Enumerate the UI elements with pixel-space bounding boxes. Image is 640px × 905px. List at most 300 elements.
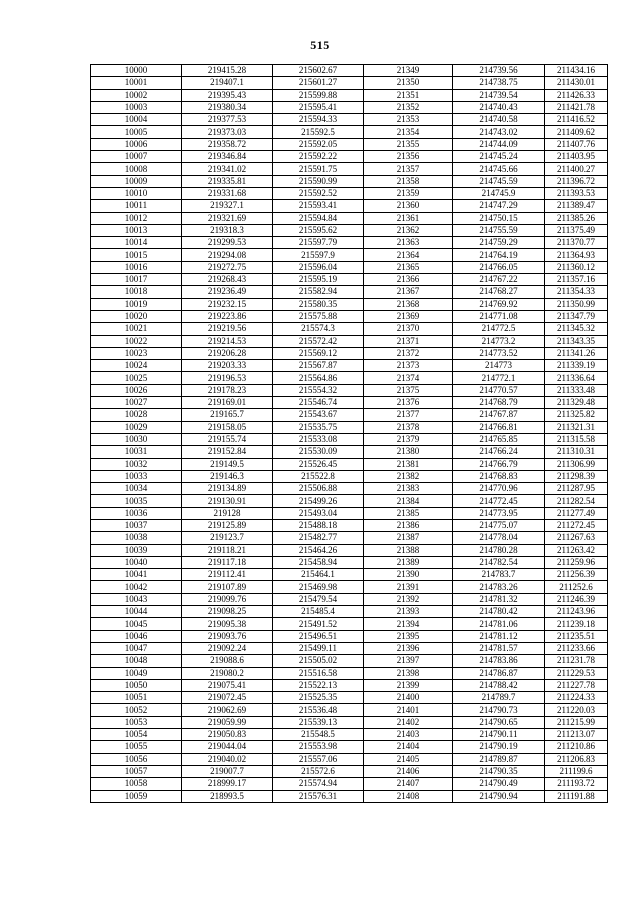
cell-x-left: 219321.69 xyxy=(182,212,273,224)
cell-y-left: 215592.05 xyxy=(273,138,364,150)
cell-y-left: 215595.19 xyxy=(273,274,364,286)
cell-y-left: 215543.67 xyxy=(273,409,364,421)
cell-y-left: 215597.79 xyxy=(273,237,364,249)
cell-x-left: 219223.86 xyxy=(182,310,273,322)
cell-y-right: 211336.64 xyxy=(545,372,608,384)
cell-point-id-right: 21408 xyxy=(364,790,453,802)
cell-point-id-left: 10029 xyxy=(91,421,182,433)
cell-y-right: 211267.63 xyxy=(545,532,608,544)
cell-point-id-right: 21352 xyxy=(364,101,453,113)
cell-point-id-left: 10024 xyxy=(91,360,182,372)
cell-point-id-right: 21370 xyxy=(364,323,453,335)
cell-x-right: 214739.54 xyxy=(453,89,545,101)
cell-y-right: 211426.33 xyxy=(545,89,608,101)
cell-x-right: 214781.57 xyxy=(453,642,545,654)
cell-point-id-right: 21404 xyxy=(364,741,453,753)
table-row xyxy=(91,409,608,421)
table-row xyxy=(91,187,608,199)
cell-x-right: 214771.08 xyxy=(453,310,545,322)
cell-point-id-left: 10046 xyxy=(91,630,182,642)
cell-y-right: 211354.33 xyxy=(545,286,608,298)
table-row xyxy=(91,421,608,433)
cell-point-id-left: 10059 xyxy=(91,790,182,802)
cell-y-right: 211272.45 xyxy=(545,519,608,531)
cell-point-id-left: 10034 xyxy=(91,483,182,495)
cell-y-left: 215590.99 xyxy=(273,175,364,187)
cell-y-right: 211339.19 xyxy=(545,360,608,372)
table-row xyxy=(91,716,608,728)
cell-x-right: 214770.57 xyxy=(453,384,545,396)
cell-y-right: 211385.26 xyxy=(545,212,608,224)
cell-point-id-left: 10009 xyxy=(91,175,182,187)
cell-x-right: 214769.92 xyxy=(453,298,545,310)
table-row xyxy=(91,507,608,519)
cell-y-right: 211213.07 xyxy=(545,729,608,741)
cell-y-right: 211224.33 xyxy=(545,692,608,704)
table-row xyxy=(91,470,608,482)
cell-x-left: 219331.68 xyxy=(182,187,273,199)
cell-y-left: 215599.88 xyxy=(273,89,364,101)
cell-x-left: 219107.89 xyxy=(182,581,273,593)
cell-y-right: 211191.88 xyxy=(545,790,608,802)
cell-x-right: 214766.79 xyxy=(453,458,545,470)
cell-point-id-left: 10027 xyxy=(91,397,182,409)
cell-x-right: 214782.54 xyxy=(453,556,545,568)
cell-point-id-left: 10041 xyxy=(91,569,182,581)
cell-x-right: 214789.7 xyxy=(453,692,545,704)
cell-point-id-right: 21384 xyxy=(364,495,453,507)
cell-y-left: 215526.45 xyxy=(273,458,364,470)
cell-y-right: 211357.16 xyxy=(545,274,608,286)
cell-y-right: 211403.95 xyxy=(545,151,608,163)
cell-point-id-left: 10055 xyxy=(91,741,182,753)
cell-point-id-right: 21405 xyxy=(364,753,453,765)
table-row xyxy=(91,532,608,544)
table-row xyxy=(91,790,608,802)
cell-point-id-right: 21369 xyxy=(364,310,453,322)
cell-point-id-right: 21372 xyxy=(364,347,453,359)
cell-x-left: 218999.17 xyxy=(182,778,273,790)
cell-x-right: 214766.05 xyxy=(453,261,545,273)
cell-y-left: 215525.35 xyxy=(273,692,364,704)
table-row xyxy=(91,114,608,126)
cell-x-left: 219294.08 xyxy=(182,249,273,261)
cell-y-left: 215557.06 xyxy=(273,753,364,765)
cell-y-right: 211235.51 xyxy=(545,630,608,642)
cell-x-left: 219125.89 xyxy=(182,519,273,531)
page-number: 515 xyxy=(310,38,330,52)
cell-point-id-right: 21356 xyxy=(364,151,453,163)
table-row xyxy=(91,483,608,495)
table-row xyxy=(91,200,608,212)
cell-x-right: 214781.12 xyxy=(453,630,545,642)
cell-point-id-right: 21382 xyxy=(364,470,453,482)
cell-x-right: 214773.2 xyxy=(453,335,545,347)
cell-x-right: 214744.09 xyxy=(453,138,545,150)
cell-y-left: 215505.02 xyxy=(273,655,364,667)
cell-x-right: 214740.58 xyxy=(453,114,545,126)
cell-point-id-right: 21361 xyxy=(364,212,453,224)
table-row xyxy=(91,606,608,618)
cell-y-left: 215522.8 xyxy=(273,470,364,482)
cell-y-left: 215593.41 xyxy=(273,200,364,212)
cell-point-id-left: 10020 xyxy=(91,310,182,322)
cell-point-id-right: 21402 xyxy=(364,716,453,728)
cell-x-left: 219146.3 xyxy=(182,470,273,482)
cell-point-id-right: 21400 xyxy=(364,692,453,704)
cell-point-id-left: 10023 xyxy=(91,347,182,359)
cell-x-left: 219196.53 xyxy=(182,372,273,384)
table-row xyxy=(91,101,608,113)
cell-y-right: 211396.72 xyxy=(545,175,608,187)
cell-point-id-left: 10017 xyxy=(91,274,182,286)
cell-y-left: 215491.52 xyxy=(273,618,364,630)
cell-y-left: 215572.6 xyxy=(273,765,364,777)
cell-point-id-right: 21358 xyxy=(364,175,453,187)
cell-x-left: 219158.05 xyxy=(182,421,273,433)
cell-point-id-left: 10052 xyxy=(91,704,182,716)
cell-x-right: 214789.87 xyxy=(453,753,545,765)
cell-x-left: 219044.04 xyxy=(182,741,273,753)
cell-point-id-right: 21355 xyxy=(364,138,453,150)
cell-x-right: 214745.66 xyxy=(453,163,545,175)
cell-y-left: 215479.54 xyxy=(273,593,364,605)
cell-x-left: 219099.76 xyxy=(182,593,273,605)
table-row xyxy=(91,581,608,593)
cell-y-left: 215522.13 xyxy=(273,679,364,691)
cell-y-left: 215499.26 xyxy=(273,495,364,507)
cell-y-right: 211215.99 xyxy=(545,716,608,728)
cell-x-left: 219272.75 xyxy=(182,261,273,273)
table-row xyxy=(91,446,608,458)
cell-y-left: 215469.98 xyxy=(273,581,364,593)
cell-x-left: 219318.3 xyxy=(182,224,273,236)
cell-point-id-right: 21387 xyxy=(364,532,453,544)
cell-point-id-right: 21386 xyxy=(364,519,453,531)
cell-x-left: 219377.53 xyxy=(182,114,273,126)
cell-x-right: 214768.83 xyxy=(453,470,545,482)
cell-x-right: 214781.06 xyxy=(453,618,545,630)
table-row xyxy=(91,618,608,630)
table-row xyxy=(91,397,608,409)
cell-point-id-right: 21383 xyxy=(364,483,453,495)
cell-y-left: 215595.62 xyxy=(273,224,364,236)
cell-y-left: 215572.42 xyxy=(273,335,364,347)
cell-x-left: 219050.83 xyxy=(182,729,273,741)
table-row xyxy=(91,212,608,224)
cell-point-id-left: 10026 xyxy=(91,384,182,396)
coordinates-table-body xyxy=(91,65,608,803)
cell-x-left: 219268.43 xyxy=(182,274,273,286)
cell-point-id-right: 21376 xyxy=(364,397,453,409)
cell-x-left: 219040.02 xyxy=(182,753,273,765)
cell-y-right: 211341.26 xyxy=(545,347,608,359)
cell-point-id-right: 21396 xyxy=(364,642,453,654)
cell-y-left: 215539.13 xyxy=(273,716,364,728)
cell-y-left: 215554.32 xyxy=(273,384,364,396)
cell-y-left: 215567.87 xyxy=(273,360,364,372)
table-row xyxy=(91,667,608,679)
cell-point-id-right: 21351 xyxy=(364,89,453,101)
cell-y-left: 215496.51 xyxy=(273,630,364,642)
cell-x-left: 219380.34 xyxy=(182,101,273,113)
cell-x-left: 219335.81 xyxy=(182,175,273,187)
cell-x-right: 214740.43 xyxy=(453,101,545,113)
cell-point-id-right: 21368 xyxy=(364,298,453,310)
cell-point-id-left: 10011 xyxy=(91,200,182,212)
cell-point-id-left: 10010 xyxy=(91,187,182,199)
cell-y-left: 215576.31 xyxy=(273,790,364,802)
cell-point-id-right: 21353 xyxy=(364,114,453,126)
table-row xyxy=(91,458,608,470)
table-row xyxy=(91,569,608,581)
cell-point-id-right: 21373 xyxy=(364,360,453,372)
cell-x-right: 214772.1 xyxy=(453,372,545,384)
cell-x-right: 214790.94 xyxy=(453,790,545,802)
cell-x-left: 219346.84 xyxy=(182,151,273,163)
table-row xyxy=(91,519,608,531)
cell-point-id-right: 21366 xyxy=(364,274,453,286)
cell-y-right: 211329.48 xyxy=(545,397,608,409)
cell-x-left: 219407.1 xyxy=(182,77,273,89)
table-row xyxy=(91,729,608,741)
cell-point-id-left: 10025 xyxy=(91,372,182,384)
table-row xyxy=(91,126,608,138)
cell-y-left: 215535.75 xyxy=(273,421,364,433)
cell-y-left: 215569.12 xyxy=(273,347,364,359)
cell-y-right: 211347.79 xyxy=(545,310,608,322)
cell-x-right: 214780.28 xyxy=(453,544,545,556)
cell-y-right: 211321.31 xyxy=(545,421,608,433)
cell-x-right: 214790.35 xyxy=(453,765,545,777)
table-row xyxy=(91,77,608,89)
cell-x-left: 219203.33 xyxy=(182,360,273,372)
cell-y-left: 215516.58 xyxy=(273,667,364,679)
table-row xyxy=(91,544,608,556)
cell-x-right: 214759.29 xyxy=(453,237,545,249)
cell-y-left: 215594.84 xyxy=(273,212,364,224)
cell-y-right: 211310.31 xyxy=(545,446,608,458)
cell-x-left: 219118.21 xyxy=(182,544,273,556)
table-row xyxy=(91,261,608,273)
cell-x-left: 218993.5 xyxy=(182,790,273,802)
cell-x-right: 214766.24 xyxy=(453,446,545,458)
cell-point-id-left: 10015 xyxy=(91,249,182,261)
cell-y-left: 215506.88 xyxy=(273,483,364,495)
cell-point-id-right: 21393 xyxy=(364,606,453,618)
cell-x-right: 214768.79 xyxy=(453,397,545,409)
cell-x-left: 219080.2 xyxy=(182,667,273,679)
cell-point-id-right: 21362 xyxy=(364,224,453,236)
cell-y-right: 211227.78 xyxy=(545,679,608,691)
cell-x-left: 219415.28 xyxy=(182,65,273,77)
cell-y-left: 215548.5 xyxy=(273,729,364,741)
cell-x-right: 214783.26 xyxy=(453,581,545,593)
cell-y-right: 211246.39 xyxy=(545,593,608,605)
cell-y-right: 211263.42 xyxy=(545,544,608,556)
table-row xyxy=(91,323,608,335)
table-row xyxy=(91,679,608,691)
cell-point-id-right: 21403 xyxy=(364,729,453,741)
cell-point-id-right: 21365 xyxy=(364,261,453,273)
cell-y-left: 215499.11 xyxy=(273,642,364,654)
cell-x-right: 214764.19 xyxy=(453,249,545,261)
table-row xyxy=(91,704,608,716)
cell-point-id-right: 21349 xyxy=(364,65,453,77)
cell-point-id-right: 21367 xyxy=(364,286,453,298)
cell-x-left: 219206.28 xyxy=(182,347,273,359)
cell-y-left: 215601.27 xyxy=(273,77,364,89)
cell-point-id-left: 10045 xyxy=(91,618,182,630)
table-row xyxy=(91,151,608,163)
cell-y-right: 211233.66 xyxy=(545,642,608,654)
cell-point-id-right: 21397 xyxy=(364,655,453,667)
cell-x-right: 214790.65 xyxy=(453,716,545,728)
cell-y-left: 215597.9 xyxy=(273,249,364,261)
cell-y-left: 215596.04 xyxy=(273,261,364,273)
cell-y-right: 211256.39 xyxy=(545,569,608,581)
cell-y-right: 211409.62 xyxy=(545,126,608,138)
cell-y-left: 215564.86 xyxy=(273,372,364,384)
cell-y-right: 211375.49 xyxy=(545,224,608,236)
cell-y-right: 211389.47 xyxy=(545,200,608,212)
cell-x-left: 219395.43 xyxy=(182,89,273,101)
cell-x-right: 214783.7 xyxy=(453,569,545,581)
cell-point-id-left: 10042 xyxy=(91,581,182,593)
cell-y-right: 211199.6 xyxy=(545,765,608,777)
cell-x-left: 219341.02 xyxy=(182,163,273,175)
table-row xyxy=(91,765,608,777)
cell-x-left: 219214.53 xyxy=(182,335,273,347)
cell-x-left: 219134.89 xyxy=(182,483,273,495)
cell-x-right: 214766.81 xyxy=(453,421,545,433)
cell-x-right: 214773 xyxy=(453,360,545,372)
table-row xyxy=(91,237,608,249)
cell-y-left: 215574.3 xyxy=(273,323,364,335)
cell-y-left: 215575.88 xyxy=(273,310,364,322)
table-row xyxy=(91,692,608,704)
cell-y-right: 211370.77 xyxy=(545,237,608,249)
table-row xyxy=(91,274,608,286)
cell-point-id-left: 10002 xyxy=(91,89,182,101)
cell-y-left: 215592.22 xyxy=(273,151,364,163)
cell-point-id-left: 10030 xyxy=(91,433,182,445)
cell-y-right: 211325.82 xyxy=(545,409,608,421)
table-row xyxy=(91,224,608,236)
cell-point-id-right: 21389 xyxy=(364,556,453,568)
table-row xyxy=(91,630,608,642)
table-row xyxy=(91,138,608,150)
cell-x-right: 214739.56 xyxy=(453,65,545,77)
cell-x-right: 214750.15 xyxy=(453,212,545,224)
cell-y-right: 211333.48 xyxy=(545,384,608,396)
cell-point-id-left: 10040 xyxy=(91,556,182,568)
cell-point-id-right: 21354 xyxy=(364,126,453,138)
cell-point-id-left: 10047 xyxy=(91,642,182,654)
cell-y-left: 215580.35 xyxy=(273,298,364,310)
cell-point-id-right: 21395 xyxy=(364,630,453,642)
cell-y-right: 211393.53 xyxy=(545,187,608,199)
table-row xyxy=(91,335,608,347)
cell-x-left: 219062.69 xyxy=(182,704,273,716)
cell-point-id-left: 10035 xyxy=(91,495,182,507)
table-row xyxy=(91,298,608,310)
cell-x-right: 214790.11 xyxy=(453,729,545,741)
cell-point-id-right: 21375 xyxy=(364,384,453,396)
cell-y-left: 215493.04 xyxy=(273,507,364,519)
cell-y-right: 211343.35 xyxy=(545,335,608,347)
cell-point-id-left: 10022 xyxy=(91,335,182,347)
cell-x-right: 214747.29 xyxy=(453,200,545,212)
cell-y-left: 215594.33 xyxy=(273,114,364,126)
cell-point-id-left: 10012 xyxy=(91,212,182,224)
cell-y-left: 215536.48 xyxy=(273,704,364,716)
cell-point-id-left: 10039 xyxy=(91,544,182,556)
cell-point-id-left: 10000 xyxy=(91,65,182,77)
cell-point-id-left: 10032 xyxy=(91,458,182,470)
table-row xyxy=(91,163,608,175)
table-row xyxy=(91,753,608,765)
cell-x-right: 214745.9 xyxy=(453,187,545,199)
table-row xyxy=(91,593,608,605)
cell-x-left: 219093.76 xyxy=(182,630,273,642)
cell-x-right: 214770.96 xyxy=(453,483,545,495)
cell-point-id-right: 21399 xyxy=(364,679,453,691)
cell-x-left: 219155.74 xyxy=(182,433,273,445)
cell-point-id-left: 10057 xyxy=(91,765,182,777)
cell-y-left: 215530.09 xyxy=(273,446,364,458)
cell-x-left: 219095.38 xyxy=(182,618,273,630)
table-row xyxy=(91,286,608,298)
cell-y-left: 215482.77 xyxy=(273,532,364,544)
cell-y-right: 211277.49 xyxy=(545,507,608,519)
cell-point-id-right: 21385 xyxy=(364,507,453,519)
cell-x-left: 219007.7 xyxy=(182,765,273,777)
cell-x-left: 219112.41 xyxy=(182,569,273,581)
cell-y-right: 211350.99 xyxy=(545,298,608,310)
cell-x-right: 214768.27 xyxy=(453,286,545,298)
cell-x-right: 214790.73 xyxy=(453,704,545,716)
cell-point-id-right: 21363 xyxy=(364,237,453,249)
cell-point-id-left: 10031 xyxy=(91,446,182,458)
cell-x-left: 219092.24 xyxy=(182,642,273,654)
cell-x-left: 219178.23 xyxy=(182,384,273,396)
cell-x-left: 219130.91 xyxy=(182,495,273,507)
table-row xyxy=(91,384,608,396)
cell-y-right: 211206.83 xyxy=(545,753,608,765)
cell-x-left: 219236.49 xyxy=(182,286,273,298)
cell-point-id-left: 10033 xyxy=(91,470,182,482)
cell-point-id-left: 10005 xyxy=(91,126,182,138)
cell-y-right: 211287.95 xyxy=(545,483,608,495)
cell-x-left: 219219.56 xyxy=(182,323,273,335)
table-row xyxy=(91,360,608,372)
cell-y-right: 211259.96 xyxy=(545,556,608,568)
cell-point-id-left: 10044 xyxy=(91,606,182,618)
cell-x-left: 219123.7 xyxy=(182,532,273,544)
cell-y-right: 211243.96 xyxy=(545,606,608,618)
cell-x-left: 219327.1 xyxy=(182,200,273,212)
cell-point-id-right: 21360 xyxy=(364,200,453,212)
cell-x-left: 219169.01 xyxy=(182,397,273,409)
cell-x-right: 214743.02 xyxy=(453,126,545,138)
table-row xyxy=(91,175,608,187)
cell-point-id-left: 10049 xyxy=(91,667,182,679)
cell-point-id-right: 21392 xyxy=(364,593,453,605)
coordinates-table xyxy=(90,64,608,803)
cell-y-left: 215592.52 xyxy=(273,187,364,199)
table-row xyxy=(91,310,608,322)
